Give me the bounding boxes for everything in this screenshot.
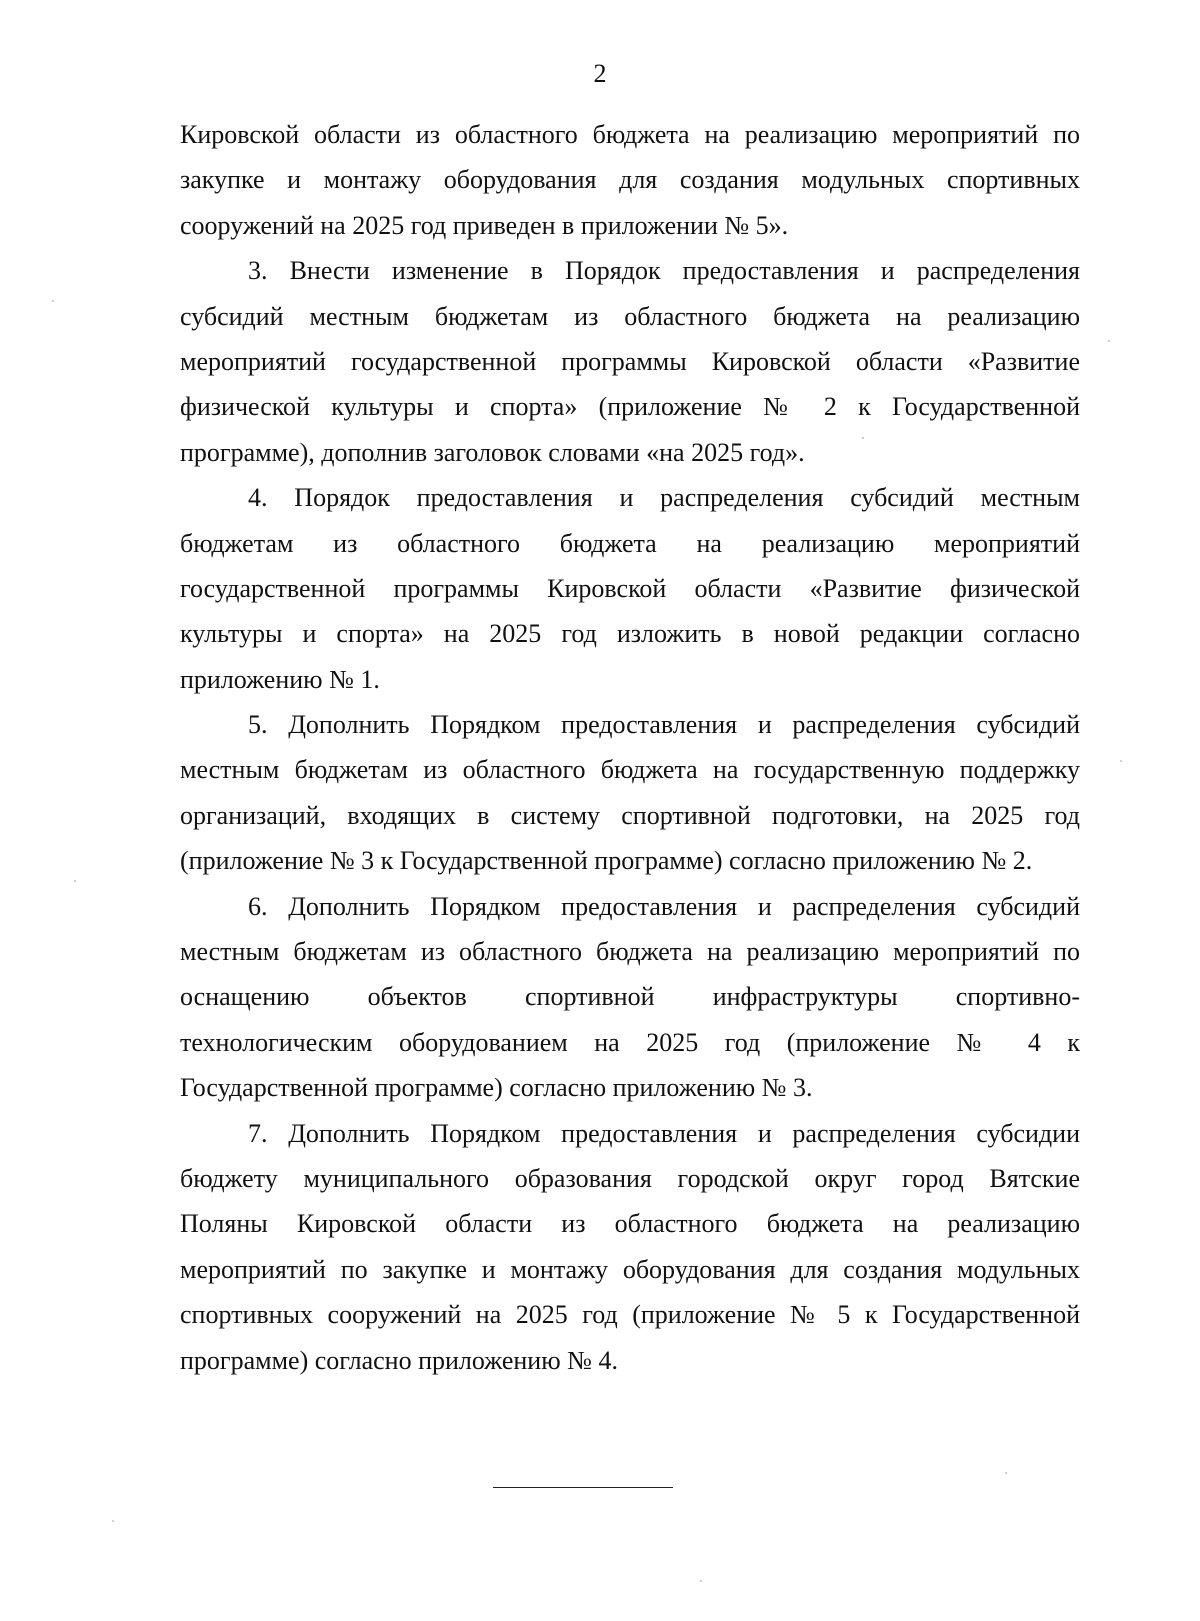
scan-speck (74, 880, 76, 882)
text-line: бюджетам из областного бюджета на реализацию мероприятий (180, 528, 1080, 558)
text-line: 5. Дополнить Порядком предоставления и распределения субсидий (248, 710, 1080, 740)
scan-speck (112, 1520, 114, 1522)
text-line: 7. Дополнить Порядком предоставления и распределения субсидии (248, 1118, 1080, 1148)
text-line: 4. Порядок предоставления и распределения субсидий местным (248, 483, 1080, 513)
text-line: сооружений на 2025 год приведен в приложении № 5». (180, 210, 789, 240)
text-line: спортивных сооружений на 2025 год (приложение № 5 к Государственной (180, 1300, 1080, 1330)
paragraph-item-7 (180, 1111, 1080, 1383)
text-line: культуры и спорта» на 2025 год изложить в новой редакции согласно (180, 619, 1080, 649)
paragraph-item-5 (180, 702, 1080, 884)
paragraph-item-6 (180, 884, 1080, 1111)
text-line: Поляны Кировской области из областного бюджета на реализацию (180, 1209, 1080, 1239)
scan-speck (1120, 760, 1122, 762)
document-body (180, 112, 1080, 1383)
text-line: местным бюджетам из областного бюджета на государственную поддержку (180, 755, 1080, 785)
text-line: бюджету муниципального образования городской округ город Вятские (180, 1163, 1080, 1193)
text-line: субсидий местным бюджетам из областного бюджета на реализацию (180, 301, 1080, 331)
text-line: 3. Внести изменение в Порядок предоставления и распределения (248, 256, 1080, 286)
scan-speck (52, 300, 54, 302)
text-line: организаций, входящих в систему спортивной подготовки, на 2025 год (180, 800, 1080, 830)
paragraph-item-4 (180, 475, 1080, 702)
text-line: 6. Дополнить Порядком предоставления и распределения субсидий (248, 891, 1080, 921)
text-line: оснащению объектов спортивной инфраструктуры спортивно- (180, 982, 1080, 1012)
text-line: технологическим оборудованием на 2025 год (приложение № 4 к (180, 1027, 1080, 1057)
scan-speck (862, 437, 864, 439)
text-line: физической культуры и спорта» (приложение № 2 к Государственной (180, 392, 1080, 422)
text-line: мероприятий по закупке и монтажу оборудования для создания модульных (180, 1254, 1080, 1284)
scan-speck (1005, 1472, 1007, 1474)
text-line: приложению № 1. (180, 664, 380, 694)
scan-speck (700, 1580, 702, 1582)
paragraph-intro-continuation (180, 112, 1080, 248)
page-number: 2 (593, 59, 607, 88)
paragraph-item-3 (180, 248, 1080, 475)
text-line: государственной программы Кировской области «Развитие физической (180, 573, 1080, 603)
text-line: (приложение № 3 к Государственной программе) согласно приложению № 2. (180, 846, 1033, 876)
text-line: закупке и монтажу оборудования для создания модульных спортивных (180, 165, 1080, 195)
document-end-rule (493, 1487, 673, 1488)
text-line: Кировской области из областного бюджета на реализацию мероприятий по (180, 120, 1080, 149)
text-line: программе), дополнив заголовок словами «на 2025 год». (180, 437, 805, 467)
text-line: Государственной программе) согласно приложению № 3. (180, 1073, 813, 1103)
text-line: программе) согласно приложению № 4. (180, 1345, 618, 1375)
scan-speck (1108, 340, 1110, 342)
text-line: мероприятий государственной программы Кировской области «Развитие (180, 346, 1080, 376)
text-line: местным бюджетам из областного бюджета на реализацию мероприятий по (180, 937, 1080, 967)
